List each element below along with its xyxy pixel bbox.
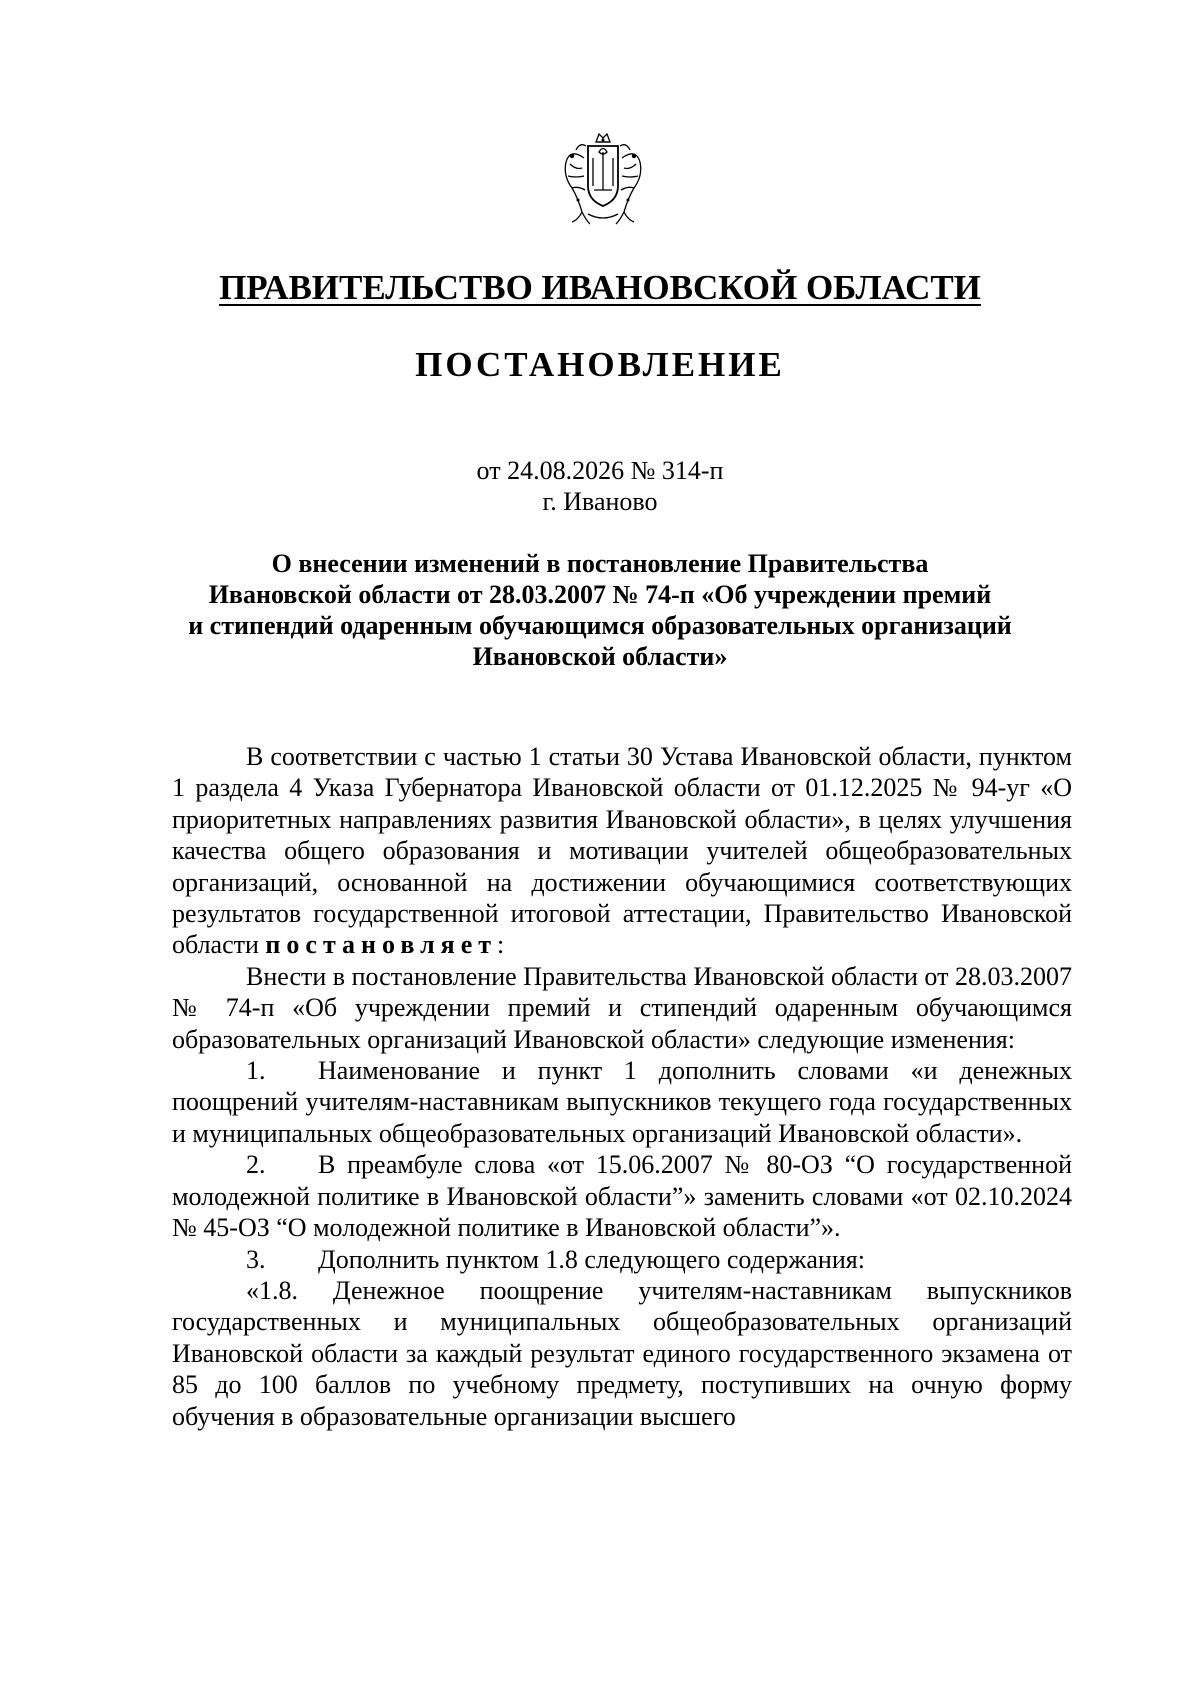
list-item: 1. Наименование и пункт 1 дополнить словами «и денежных поощрений учителям-наставникам выпускников текущего года государственных и муниципальных общеобразовательных организаций Ивановской области». bbox=[172, 1056, 1072, 1148]
document-title bbox=[160, 548, 1040, 672]
document-meta bbox=[0, 455, 1200, 517]
item-number: 2. bbox=[246, 1150, 266, 1180]
item-number: 1. bbox=[246, 1056, 266, 1086]
date-number: от 24.08.2026 № 314-п bbox=[476, 456, 724, 485]
list-item: 3. Дополнить пунктом 1.8 следующего содержания: bbox=[246, 1244, 865, 1274]
item-number: 3. bbox=[246, 1244, 266, 1274]
title-line: и стипендий одаренным обучающимся образовательных организаций bbox=[188, 611, 1012, 640]
title-line: Ивановской области» bbox=[472, 642, 728, 671]
document-body bbox=[172, 741, 1072, 1432]
preamble-paragraph: В соответствии с частью 1 статьи 30 Устава Ивановской области, пунктом 1 раздела 4 Указа Губернатора Ивановской области от 01.12.2025 № 94-уг «О приоритетных направлениях развития Ивановской области», в целях улучшения качества общего образования и мотивации учителей общеобразовательных организаций, основанной на достижении обучающимися соответствующих результатов государственной итоговой аттестации, Правительство Ивановской области постановляет: bbox=[172, 742, 1072, 960]
intro-paragraph: Внести в постановление Правительства Ивановской области от 28.03.2007 № 74-п «Об учреждении премий и стипендий одаренным обучающимся образовательных организаций Ивановской области» следующие изменения: bbox=[172, 961, 1072, 1054]
city: г. Иваново bbox=[542, 487, 658, 516]
document-type: ПОСТАНОВЛЕНИЕ bbox=[415, 345, 785, 384]
decree-word: постановляет bbox=[265, 930, 498, 960]
title-line: Ивановской области от 28.03.2007 № 74-п «Об учреждении премий bbox=[208, 580, 992, 609]
list-item: 2. В преамбуле слова «от 15.06.2007 № 80-ОЗ “О государственной молодежной политике в Ивановской области”» заменить словами «от 02.10.2024 № 45-ОЗ “О молодежной политике в Ивановской области”». bbox=[172, 1150, 1072, 1243]
coat-of-arms-emblem bbox=[558, 128, 648, 231]
title-line: О внесении изменений в постановление Правительства bbox=[271, 549, 929, 578]
government-name: ПРАВИТЕЛЬСТВО ИВАНОВСКОЙ ОБЛАСТИ bbox=[219, 268, 981, 307]
point-1-8-paragraph: «1.8. Денежное поощрение учителям-наставникам выпускников государственных и муниципальных общеобразовательных организаций Ивановской области за каждый результат единого государственного экзамена от 85 до 100 баллов по учебному предмету, поступивших на очную форму обучения в образовательные организации высшего bbox=[172, 1275, 1072, 1431]
